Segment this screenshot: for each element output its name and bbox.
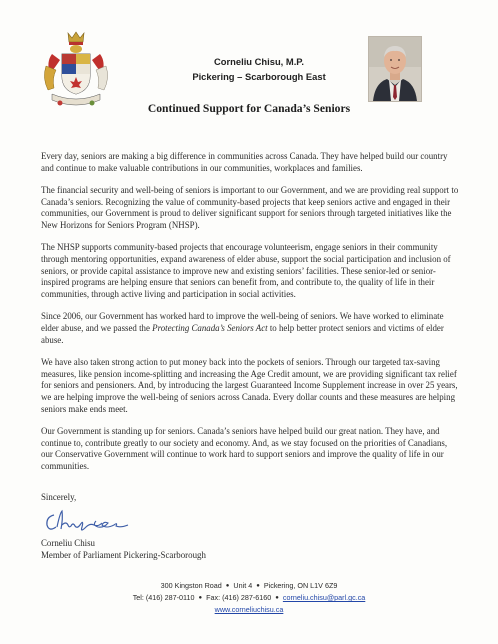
portrait-image [369,37,421,101]
mp-riding-heading: Pickering – Scarborough East [192,71,326,82]
mp-portrait-photo [368,36,422,102]
coat-of-arms-icon [38,30,114,108]
letter-body [41,151,461,483]
footer-city: Pickering, ON L1V 6Z9 [263,581,338,590]
bullet-icon: ● [256,583,260,589]
bullet-icon: ● [198,595,203,601]
paragraph-3: The NHSP supports community-based projects that encourage volunteerism, engage seniors in their community through mentoring opportunities, expand awareness of elder abuse, support the social participation and inclusion of seniors, or provide capital assistance to improve new and existing seniors’ facilities. These senior-led or senior-inspired programs are helping ensure that seniors can benefit from, and contribute to, the quality of life in their communities, through active living and participation in social activities. [41,242,451,300]
paragraph-4-start: Since 2006, our Government has worked hard to improve the well-being of seniors. We have worked to eliminate elder abuse, and we passed the [41,311,444,333]
mp-name-heading: Corneliu Chisu, M.P. [214,56,304,67]
closing-salutation: Sincerely, [41,492,77,502]
signer-title: Member of Parliament Pickering-Scarborough [41,550,206,560]
footer-contact [0,593,498,602]
bullet-icon: ● [275,595,279,601]
footer-telephone: Tel: (416) 287-0110 [132,593,195,602]
footer-web [0,605,498,614]
bullet-icon: ● [225,583,230,589]
footer-unit: Unit 4 [233,581,253,590]
paragraph-4-end: to help better protect seniors and victims of elder abuse. [41,322,444,345]
footer-fax: Fax: (416) 287-6160 [206,593,272,602]
paragraph-2: The financial security and well-being of seniors is important to our Government, and we are providing real support to Canada’s seniors. Recognizing the value of community-based projects that keep seniors active and engaged in their communities, our Government is proud to deliver significant support for seniors through targeted initiatives like the New Horizons for Seniors Program (NHSP). [41,184,459,231]
paragraph-5: We have also taken strong action to put money back into the pockets of seniors. Through our targeted tax-saving measures, like pension income-splitting and increasing the Age Credit amount, we are providing significant tax relief for seniors and pensioners. And, by introducing the largest Guaranteed Income Supplement increase in over 25 years, we are helping improve the well-being of seniors across Canada. Every dollar counts and these measures are helping seniors make ends meet. [41,356,458,414]
letter-title: Continued Support for Canada’s Seniors [147,102,351,115]
signer-name: Corneliu Chisu [41,538,95,548]
website-link[interactable]: www.corneliuchisu.ca [214,605,284,614]
signature-image [42,507,138,537]
paragraph-1: Every day, seniors are making a big difference in communities across Canada. They have helped build our country and continue to make valuable contributions in our communities, workplaces and families. [41,151,448,173]
email-link[interactable]: corneliu.chisu@parl.gc.ca [282,593,366,602]
footer-street: 300 Kingston Road [160,581,222,590]
paragraph-6: Our Government is standing up for seniors. Canada’s seniors have helped build our great nation. They have, and continue to, contribute greatly to our society and economy. And, as we stay focused on the priorities of Canadians, our Conservative Government will continue to work hard to support seniors and improve the quality of life in our communities. [41,425,448,471]
act-name: Protecting Canada’s Seniors Act [152,322,268,333]
footer-address [0,581,498,590]
paragraph-4 [41,311,461,346]
